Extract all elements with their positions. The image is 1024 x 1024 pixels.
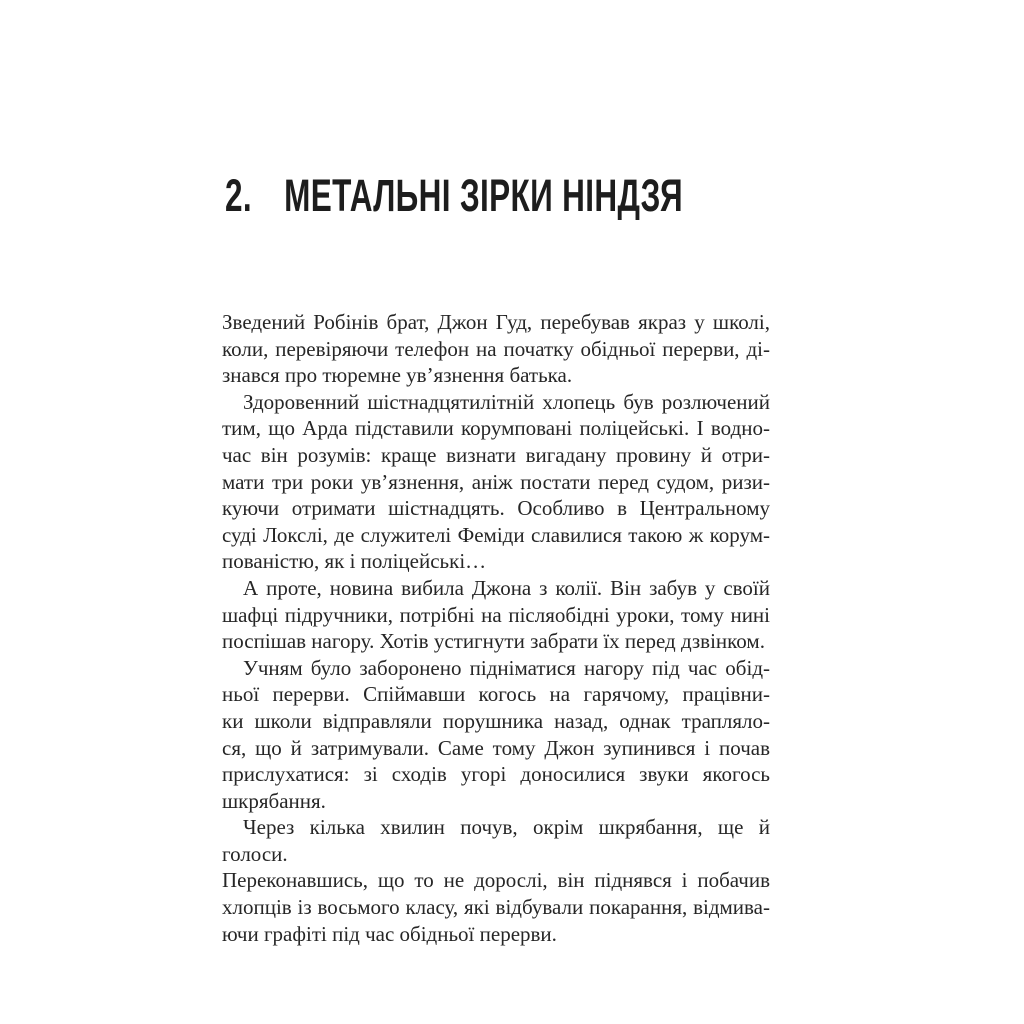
text-line: Переконавшись, що то не дорослі, він піднявся і побачив <box>222 868 770 893</box>
paragraph <box>222 389 770 575</box>
text-line: ючи графіті під час обідньої перерви. <box>222 921 557 946</box>
text-line: прислухатися: зі сходів угорі доносилися звуки якогось <box>222 762 770 787</box>
text-line: Через кілька хвилин почув, окрім шкрябання, ще й голоси. <box>222 815 770 866</box>
chapter-number: 2. <box>225 170 252 221</box>
text-line: ньої перерви. Спіймавши когось на гарячому, працівни- <box>222 682 770 707</box>
chapter-heading <box>225 170 879 221</box>
text-line: коли, перевіряючи телефон на початку обідньої перерви, ді- <box>222 336 770 361</box>
text-line: час він розумів: краще визнати вигадану провину й отри- <box>222 442 770 467</box>
text-line: Учням було заборонено підніматися нагору під час обід- <box>243 655 770 680</box>
text-line: куючи отримати шістнадцять. Особливо в Центральному <box>222 496 770 521</box>
text-line: Здоровенний шістнадцятилітній хлопець був розлючений <box>243 389 770 414</box>
chapter-heading-text <box>225 170 683 221</box>
paragraph <box>222 655 770 815</box>
text-line: пованістю, як і поліцейські… <box>222 549 487 574</box>
text-line: шафці підручники, потрібні на післяобідні уроки, тому нині <box>222 602 770 627</box>
text-line: поспішав нагору. Хотів устигнути забрати їх перед дзвінком. <box>222 629 765 654</box>
text-line: ся, що й затримували. Саме тому Джон зупинився і почав <box>222 735 770 760</box>
text-line: тим, що Арда підставили корумповані поліцейські. І водно- <box>222 416 770 441</box>
text-line: Зведений Робінів брат, Джон Гуд, перебував якраз у школі, <box>222 310 770 334</box>
text-line: знався про тюремне ув’язнення батька. <box>222 363 573 388</box>
text-line: мати три роки ув’язнення, аніж постати перед судом, ризи- <box>222 469 770 494</box>
text-line: шкрябання. <box>222 788 326 813</box>
paragraph <box>222 814 770 947</box>
body-text <box>222 309 770 947</box>
text-line: хлопців із восьмого класу, які відбували покарання, відмива- <box>222 895 770 920</box>
paragraph <box>222 309 770 389</box>
text-line: ки школи відправляли порушника назад, однак трапляло- <box>222 708 770 733</box>
text-line: А проте, новина вибила Джона з колії. Він забув у своїй <box>243 575 770 600</box>
text-line: суді Локслі, де служителі Феміди славилися такою ж корум- <box>222 522 770 547</box>
chapter-title: МЕТАЛЬНІ ЗІРКИ НІНДЗЯ <box>284 170 683 221</box>
paragraph <box>222 575 770 655</box>
